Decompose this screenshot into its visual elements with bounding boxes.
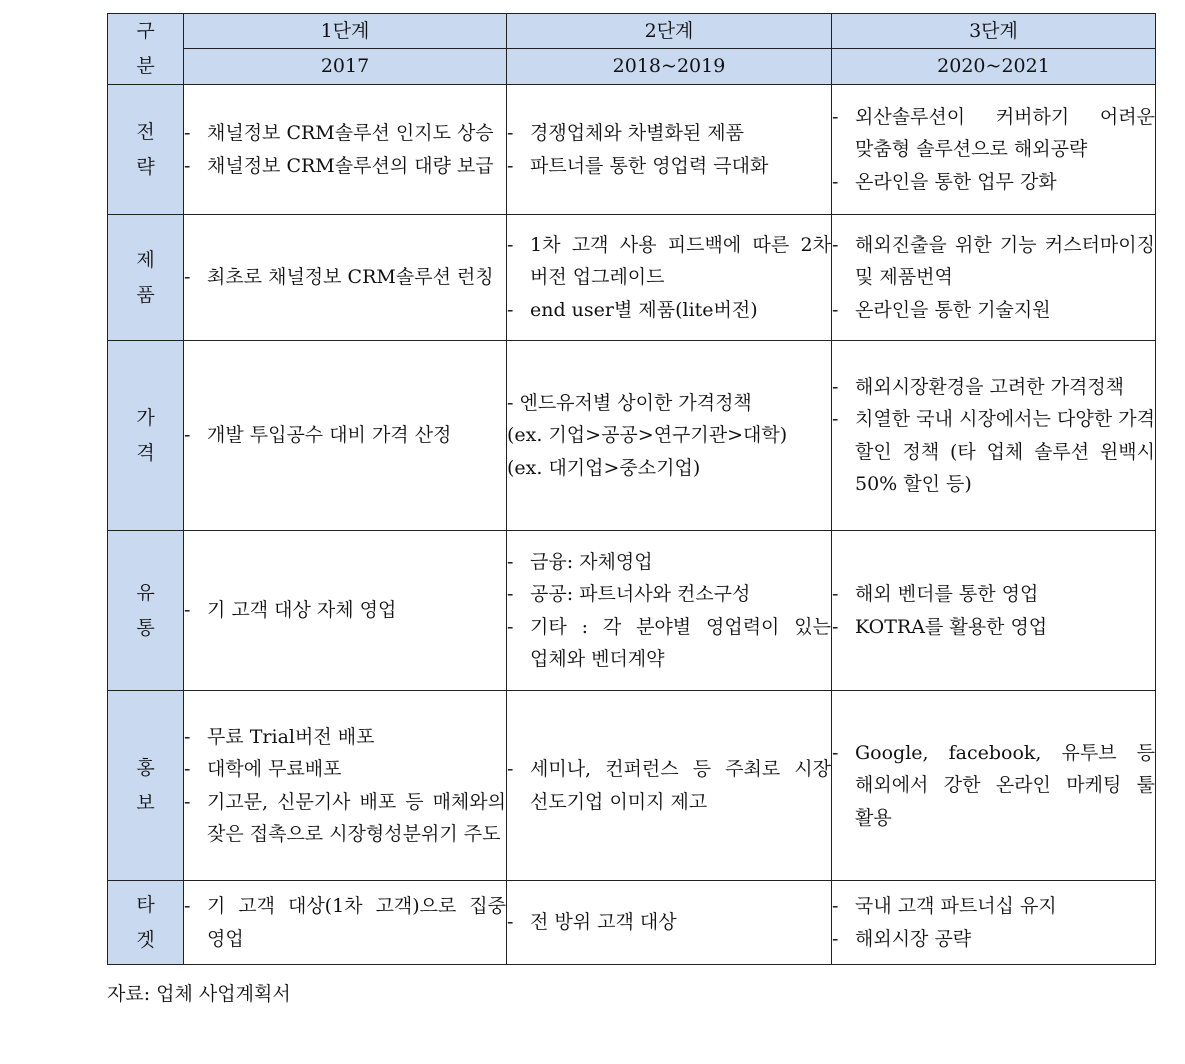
header-years-2: 2018~2019	[507, 48, 832, 84]
list-item: - 해외진출을 위한 기능 커스터마이징 및 제품번역	[832, 229, 1155, 294]
list-item: - 온라인을 통한 업무 강화	[832, 166, 1155, 199]
list-item: - 기타 : 각 분야별 영업력이 있는 업체와 벤더계약	[507, 611, 831, 676]
cell-price-phase2	[507, 341, 832, 531]
category-char-2: 격	[136, 441, 155, 464]
cell-strategy-phase1	[184, 85, 507, 215]
cell-target-phase3	[832, 881, 1156, 965]
header-phase-2: 2단계	[507, 14, 832, 49]
list-item: - 채널정보 CRM솔루션의 대량 보급	[184, 150, 506, 183]
list-item: - 기 고객 대상 자체 영업	[184, 594, 506, 627]
list-item: - 치열한 국내 시장에서는 다양한 가격 할인 정책 (타 업체 솔루션 윈백시 50% 할인 등)	[832, 403, 1155, 501]
cell-strategy-phase3	[832, 85, 1156, 215]
header-phase-1: 1단계	[184, 14, 507, 49]
list-item: - 전 방위 고객 대상	[507, 906, 831, 939]
category-char-2: 품	[136, 283, 155, 306]
category-char-2: 겟	[136, 928, 155, 951]
category-promotion	[108, 691, 184, 881]
cell-distribution-phase2	[507, 531, 832, 691]
list-item: - 해외시장 공략	[832, 923, 1155, 956]
category-strategy	[108, 85, 184, 215]
table-row-target	[108, 881, 1156, 965]
table-row-product	[108, 215, 1156, 341]
header-years-3: 2020~2021	[832, 48, 1156, 84]
text-line: (ex. 기업>공공>연구기관>대학)	[507, 424, 788, 447]
cell-distribution-phase3	[832, 531, 1156, 691]
list-item: - 외산솔루션이 커버하기 어려운 맞춤형 솔루션으로 해외공략	[832, 101, 1155, 166]
category-char-2: 통	[136, 616, 155, 639]
table-row-price	[108, 341, 1156, 531]
list-item: - 세미나, 컨퍼런스 등 주최로 시장 선도기업 이미지 제고	[507, 753, 831, 818]
cell-product-phase1	[184, 215, 507, 341]
strategy-table	[107, 13, 1156, 965]
list-item: - 기고문, 신문기사 배포 등 매체와의 잦은 접촉으로 시장형성분위기 주도	[184, 786, 506, 851]
category-char-1: 타	[136, 893, 155, 916]
table-row-distribution	[108, 531, 1156, 691]
category-char-1: 홍	[136, 756, 155, 779]
list-item: - 금융: 자체영업	[507, 546, 831, 579]
list-item: - 국내 고객 파트너십 유지	[832, 890, 1155, 923]
source-note: 자료: 업체 사업계획서	[107, 983, 291, 1005]
list-item: - 기 고객 대상(1차 고객)으로 집중 영업	[184, 890, 506, 955]
list-item: - 온라인을 통한 기술지원	[832, 294, 1155, 327]
list-item: - 개발 투입공수 대비 가격 산정	[184, 419, 506, 452]
cell-price-phase1	[184, 341, 507, 531]
category-product	[108, 215, 184, 341]
cell-distribution-phase1	[184, 531, 507, 691]
header-category-bottom: 분	[136, 55, 155, 77]
category-char-1: 유	[136, 581, 155, 604]
cell-product-phase2	[507, 215, 832, 341]
list-item: - 대학에 무료배포	[184, 753, 506, 786]
header-category	[108, 14, 184, 85]
list-item: - 해외 벤더를 통한 영업	[832, 578, 1155, 611]
category-distribution	[108, 531, 184, 691]
cell-product-phase3	[832, 215, 1156, 341]
category-char-1: 제	[136, 248, 155, 271]
category-char-2: 보	[136, 791, 155, 814]
cell-promotion-phase2	[507, 691, 832, 881]
category-char-1: 전	[136, 120, 155, 143]
category-char-2: 략	[136, 155, 155, 178]
text-line: - 엔드유저별 상이한 가격정책	[507, 391, 752, 414]
category-price	[108, 341, 184, 531]
header-phase-3: 3단계	[832, 14, 1156, 49]
cell-target-phase1	[184, 881, 507, 965]
list-item: - 무료 Trial버전 배포	[184, 721, 506, 754]
cell-strategy-phase2	[507, 85, 832, 215]
table-row-promotion	[108, 691, 1156, 881]
list-item: - 경쟁업체와 차별화된 제품	[507, 117, 831, 150]
cell-promotion-phase1	[184, 691, 507, 881]
list-item: - 공공: 파트너사와 컨소구성	[507, 578, 831, 611]
cell-promotion-phase3	[832, 691, 1156, 881]
cell-target-phase2	[507, 881, 832, 965]
list-item: - end user별 제품(lite버전)	[507, 294, 831, 327]
list-item: - 파트너를 통한 영업력 극대화	[507, 150, 831, 183]
list-item: - 최초로 채널정보 CRM솔루션 런칭	[184, 261, 506, 294]
header-category-top: 구	[136, 20, 155, 42]
list-item: - Google, facebook, 유투브 등 해외에서 강한 온라인 마케팅 툴 활용	[832, 737, 1155, 835]
text-line: (ex. 대기업>중소기업)	[507, 456, 701, 479]
list-item: - 채널정보 CRM솔루션 인지도 상승	[184, 117, 506, 150]
list-item: - 1차 고객 사용 피드백에 따른 2차 버전 업그레이드	[507, 229, 831, 294]
category-char-1: 가	[136, 406, 155, 429]
list-item: - 해외시장환경을 고려한 가격정책	[832, 371, 1155, 404]
list-item: - KOTRA를 활용한 영업	[832, 611, 1155, 644]
header-years-1: 2017	[184, 48, 507, 84]
table-row-strategy	[108, 85, 1156, 215]
category-target	[108, 881, 184, 965]
cell-price-phase3	[832, 341, 1156, 531]
